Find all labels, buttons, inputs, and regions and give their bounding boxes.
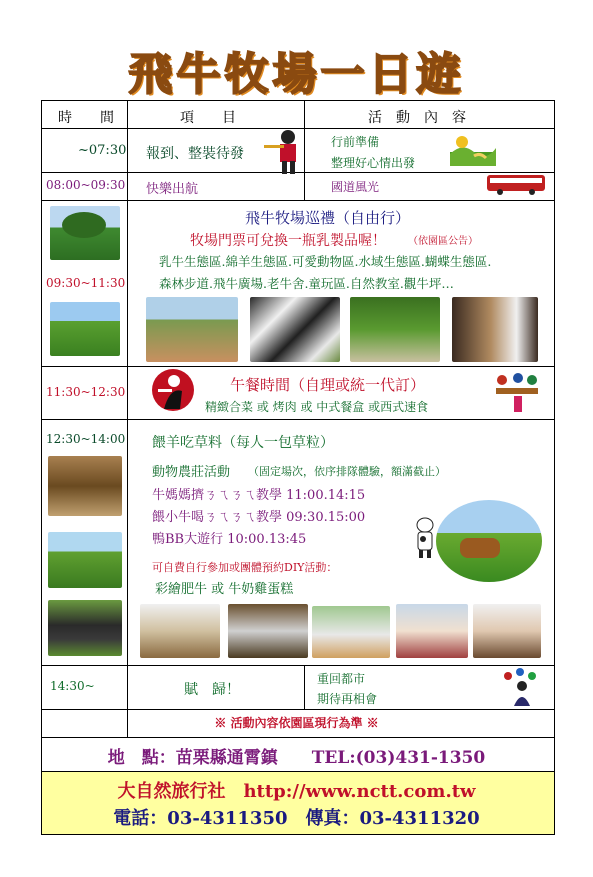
row1-content-1: 行前準備 <box>331 135 380 149</box>
row-divider <box>42 737 555 738</box>
row3-ticket-note: （依園區公告） <box>408 236 478 247</box>
juggler-icon <box>498 668 548 708</box>
col-divider <box>127 200 128 737</box>
col-divider <box>304 101 305 128</box>
ranch-field-photo <box>48 532 122 588</box>
cattle-pasture-photo <box>436 500 542 582</box>
cake-making-photo <box>473 604 541 658</box>
row5-activity-3: 鴨BB大遊行 10:00.13:45 <box>152 532 307 547</box>
row1-content-2: 整理好心情出發 <box>331 156 416 170</box>
agency-line: 大自然旅行社 http://www.nctt.com.tw <box>117 781 476 802</box>
row5-farm-note: （固定場次，依序排隊體驗，額滿截止） <box>248 465 446 478</box>
row3-ticket: 牧場門票可兌換一瓶乳製品喔！ <box>190 233 386 249</box>
trumpeter-icon <box>262 127 308 175</box>
row6-item: 賦 歸！ <box>184 682 240 698</box>
col-divider <box>127 101 128 200</box>
row3-areas-1: 乳牛生態區.綿羊生態區.可愛動物區.水域生態區.蝴蝶生態區. <box>159 254 492 269</box>
row5-diy-items: 彩繪肥牛 或 牛奶雞蛋糕 <box>155 582 294 597</box>
row2-time: 08:00~09:30 <box>46 178 126 192</box>
row-divider <box>42 709 555 710</box>
row1-time: ~07:30 <box>78 143 127 158</box>
dining-people-icon <box>492 370 542 414</box>
header-time: 時 間 <box>58 110 114 126</box>
milking-photo <box>140 604 220 658</box>
rabbit-photo <box>452 297 538 362</box>
waiter-logo-icon <box>150 367 196 413</box>
row1-item: 報到、整裝待發 <box>146 146 244 162</box>
farm-plaza-photo <box>146 297 238 362</box>
row5-feed: 餵羊吃草料（每人一包草粒） <box>152 435 334 451</box>
meadow-photo <box>50 302 120 356</box>
row3-title: 飛牛牧場巡禮（自由行） <box>245 209 411 227</box>
cows-photo <box>250 297 340 362</box>
row3-time: 09:30~11:30 <box>46 276 126 290</box>
row5-time: 12:30~14:00 <box>46 432 126 446</box>
painting-cow-photo <box>396 604 468 658</box>
row6-content-1: 重回都市 <box>317 672 366 686</box>
row-divider <box>42 366 555 367</box>
duck-parade-photo <box>312 606 390 658</box>
row4-title: 午餐時間（自理或統一代訂） <box>230 376 426 394</box>
row-divider <box>42 419 555 420</box>
row3-areas-2: 森林步道.飛牛廣場.老牛舍.童玩區.自然教室.觀牛坪… <box>159 276 454 291</box>
header-content: 活 動 內 容 <box>368 110 466 126</box>
row5-farm-title: 動物農莊活動 <box>152 465 231 480</box>
bus-icon <box>486 173 546 195</box>
row4-time: 11:30~12:30 <box>46 385 126 399</box>
row2-content: 國道風光 <box>331 180 380 194</box>
calf-feeding-photo <box>228 604 308 658</box>
row2-item: 快樂出航 <box>146 182 199 197</box>
forest-trail-photo <box>350 297 440 362</box>
row5-activity-1: 牛媽媽擠ㄋㄟㄋㄟ教學 11:00.14:15 <box>152 488 366 503</box>
row-divider <box>42 665 555 666</box>
col-divider <box>304 665 305 709</box>
contact-line: 電話：03-4311350 傳真：03-4311320 <box>113 808 480 829</box>
page-title: 飛牛牧場一日遊 <box>128 49 465 100</box>
row5-diy: 可自費自行參加或團體預約DIY活動： <box>152 561 338 574</box>
row6-time: 14:30~ <box>50 679 95 693</box>
feeding-sheep-photo <box>48 456 122 516</box>
notice: ※ 活動內容依園區現行為準 ※ <box>214 716 379 730</box>
location-line: 地 點：苗栗縣通霄鎮 TEL:(03)431-1350 <box>107 748 486 768</box>
row-divider <box>42 200 555 201</box>
header-item: 項 目 <box>180 110 236 126</box>
group-photo <box>48 600 122 656</box>
row4-detail: 精緻合菜 或 烤肉 或 中式餐盒 或西式速食 <box>205 400 429 414</box>
sunny-landscape-icon <box>450 132 496 166</box>
tree-photo <box>50 206 120 260</box>
row5-activity-2: 餵小牛喝ㄋㄟㄋㄟ教學 09:30.15:00 <box>152 510 366 525</box>
row6-content-2: 期待再相會 <box>317 692 378 706</box>
